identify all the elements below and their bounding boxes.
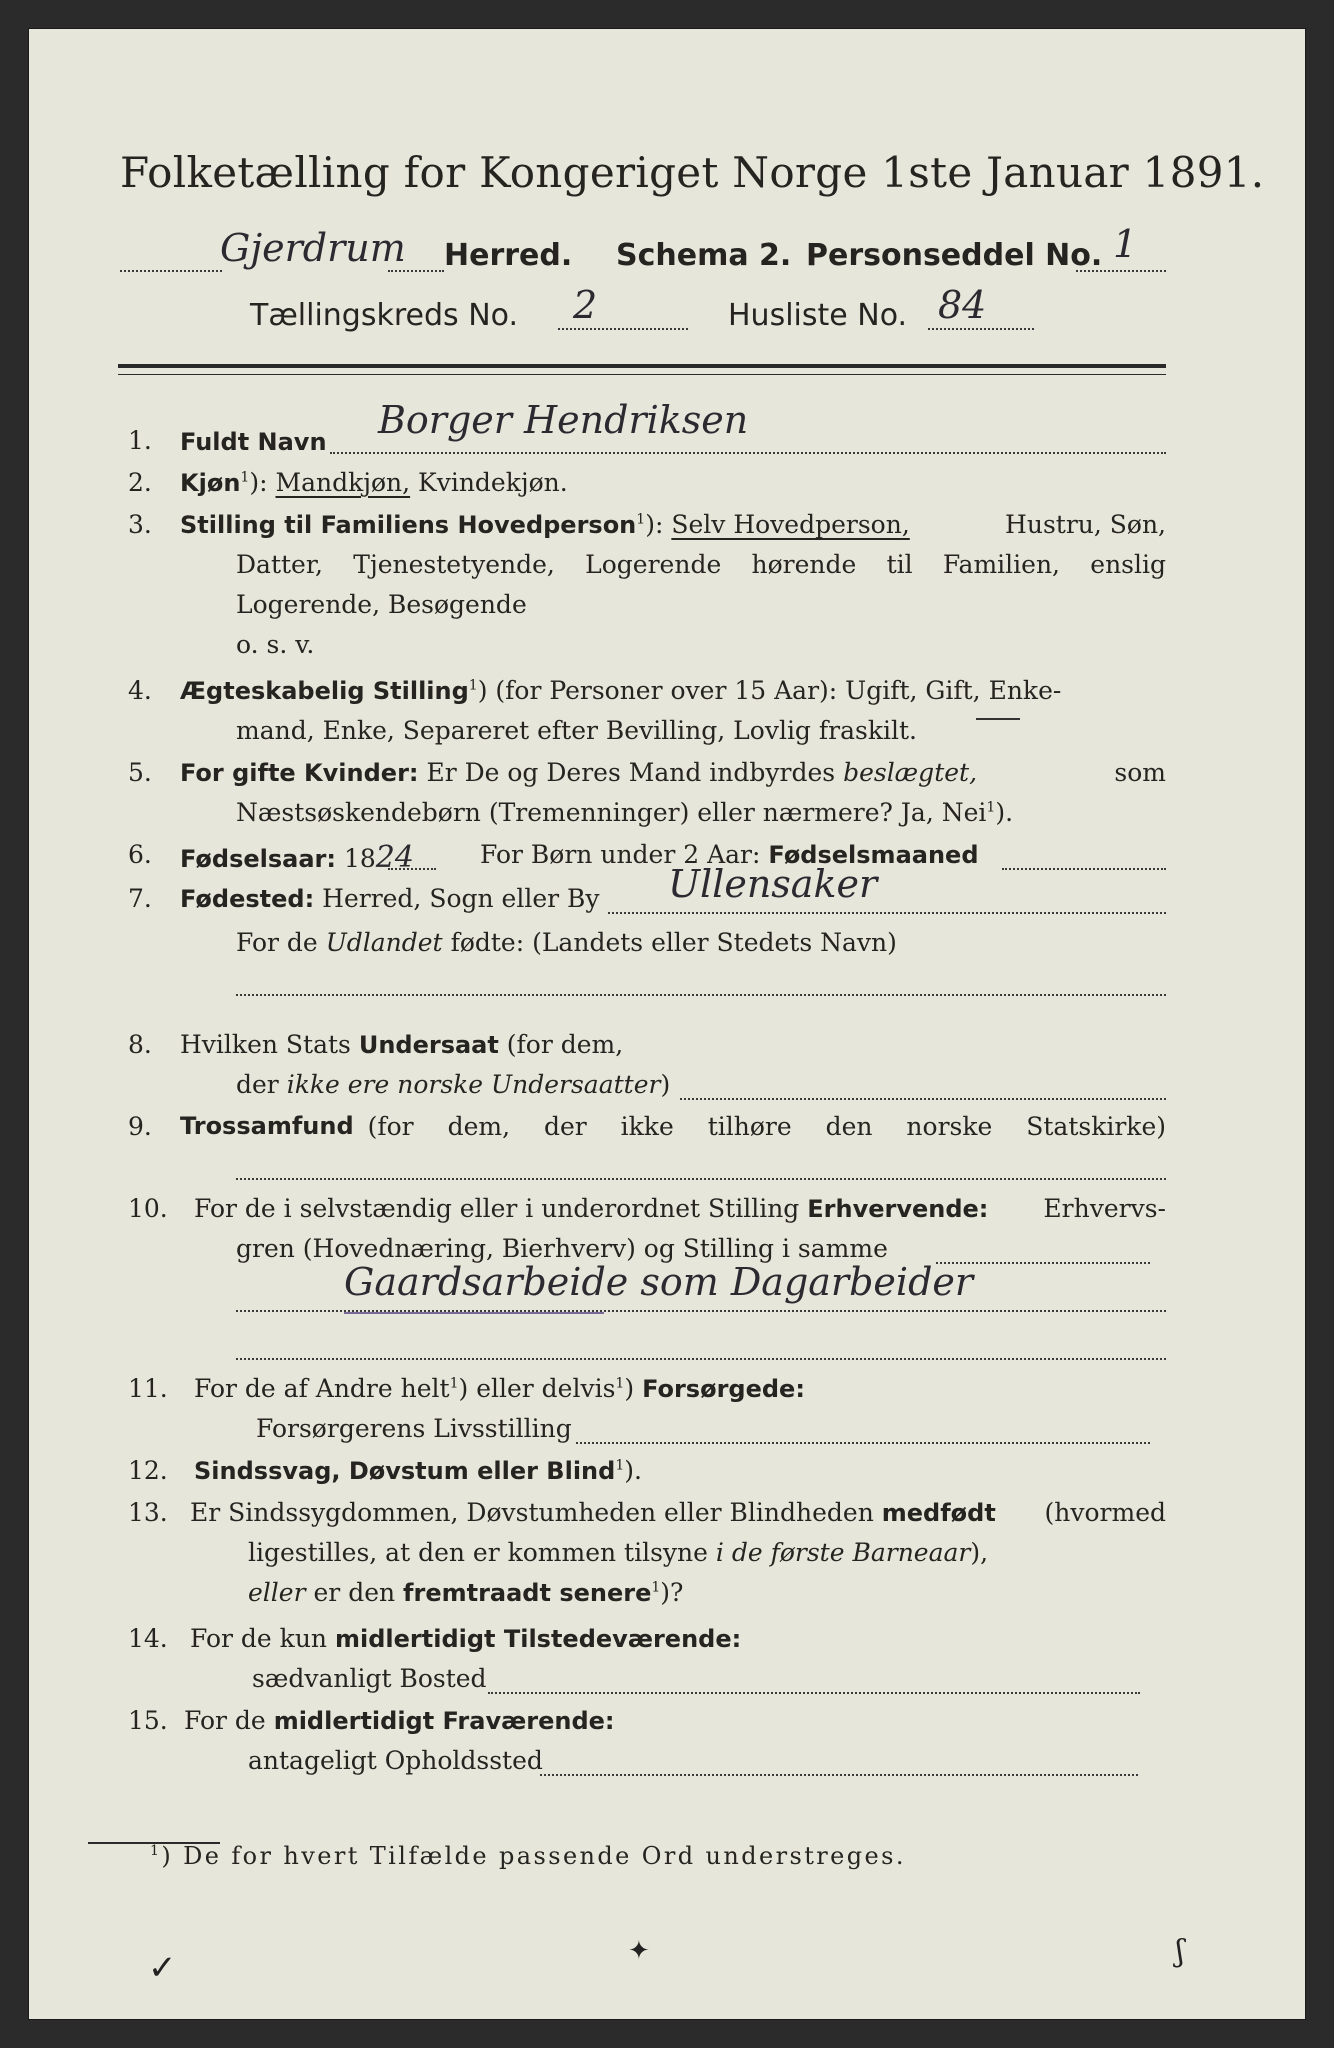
q15-line1: [184, 1706, 615, 1735]
stray-pen-mark-right: ʃ: [1176, 1934, 1185, 1969]
q13-line2-italic: i de første Barneaar: [715, 1538, 971, 1567]
q13-line2-b: ),: [970, 1538, 989, 1567]
q11-line2: Forsørgerens Livsstilling: [256, 1414, 572, 1443]
form-title: Folketælling for Kongeriget Norge 1ste Januar 1891.: [120, 148, 1265, 197]
q7-line2: [236, 928, 897, 957]
q2-option-female: Kvindekjøn.: [418, 468, 568, 497]
husliste-value: 84: [938, 283, 987, 327]
q2-option-male-selected: Mandkjøn,: [275, 468, 411, 497]
q10-number: 10.: [128, 1194, 168, 1223]
q13-sup: 1: [651, 1579, 661, 1596]
q4-sup: 1: [468, 677, 478, 694]
q15-line1-b: midlertidigt Fraværende:: [273, 1707, 615, 1735]
q2-line: [180, 468, 568, 497]
q10-dotline-3: [236, 1358, 1166, 1360]
footnote-sup: 1: [150, 1843, 162, 1859]
herred-dotline-2: [388, 270, 444, 272]
q8-line2-italic: ikke ere norske Undersaatter: [286, 1070, 661, 1099]
q8-number: 8.: [128, 1030, 152, 1059]
q13-line3-a: er den: [313, 1578, 396, 1607]
q2-label: Kjøn: [180, 469, 241, 497]
q8-line1-b: Undersaat: [358, 1031, 499, 1059]
stray-pen-mark-left: ✓: [148, 1948, 177, 1988]
q5-number: 5.: [128, 758, 152, 787]
kreds-value: 2: [573, 283, 598, 327]
q11-number: 11.: [128, 1374, 168, 1403]
q5-line1-a: Er De og Deres Mand indbyrdes: [426, 758, 836, 787]
q6-dotline-2: [1002, 868, 1166, 870]
q1-name-value: Borger Hendriksen: [378, 398, 749, 442]
q6-number: 6.: [128, 840, 152, 869]
q3-line1-rest: Hustru, Søn,: [1005, 510, 1166, 539]
q7-dotline-2: [236, 994, 1166, 996]
q8-line1-c: (for dem,: [506, 1030, 624, 1059]
q6-year-value: 24: [375, 840, 414, 875]
q3-option-selected: Selv Hovedperson,: [671, 510, 910, 539]
q3-sup: 1: [636, 511, 646, 528]
q12-label: Sindssvag, Døvstum eller Blind: [194, 1457, 616, 1485]
q5-line2-text: Næstsøskendebørn (Tremenninger) eller nærmere? Ja, Nei: [236, 798, 987, 827]
q2-number: 2.: [128, 468, 152, 497]
q14-dotline: [488, 1692, 1140, 1694]
q12-end: ).: [624, 1456, 642, 1485]
q9-number: 9.: [128, 1112, 152, 1141]
q11-sup2: 1: [615, 1375, 625, 1392]
q3-line3: Logerende, Besøgende: [236, 590, 527, 619]
q13-line1-a: Er Sindssygdommen, Døvstumheden eller Blindheden: [190, 1498, 874, 1527]
q7-line2-a: For de: [236, 928, 318, 957]
q14-line1-b: midlertidigt Tilstedeværende:: [334, 1625, 742, 1653]
q13-line3: [248, 1578, 683, 1607]
q6-rest-a: For Børn under 2 Aar:: [480, 840, 761, 869]
q11-line1-a: For de af Andre helt: [194, 1374, 450, 1403]
q12-sup: 1: [615, 1457, 625, 1474]
q9-rest: (for dem, der ikke tilhøre den norske Statskirke): [367, 1112, 1166, 1141]
q8-line2: [236, 1070, 670, 1099]
q5-line2: [236, 798, 1013, 827]
q7-line1: [180, 884, 600, 913]
husliste-label: Husliste No.: [728, 298, 908, 333]
q1-label: Fuldt Navn: [180, 428, 327, 456]
q14-line2: sædvanligt Bosted: [252, 1664, 487, 1693]
q13-line1-b: medfødt: [881, 1499, 996, 1527]
q14-line1: [190, 1624, 741, 1653]
q4-pen-mark: [976, 718, 1020, 720]
q10-line1: [194, 1194, 1166, 1223]
q11-sup1: 1: [449, 1375, 459, 1392]
stray-pen-mark-center: ✦: [628, 1936, 650, 1966]
q5-line1-b: som: [1114, 758, 1166, 787]
q6-dotline-1: [388, 868, 436, 870]
q5-line1-italic: beslægtet,: [843, 758, 978, 787]
q1-number: 1.: [128, 426, 152, 455]
q8-line2-b: ): [660, 1070, 671, 1099]
q15-line2: antageligt Opholdssted: [248, 1746, 543, 1775]
q9-dotline: [236, 1178, 1166, 1180]
q12-line: [194, 1456, 642, 1485]
q14-number: 14.: [128, 1624, 168, 1653]
q13-line2: [248, 1538, 988, 1567]
q8-line2-a: der: [236, 1070, 279, 1099]
header-rule-thin: [118, 374, 1166, 375]
q15-line1-a: For de: [184, 1706, 266, 1735]
q10-line1-c: Erhvervs-: [1043, 1194, 1166, 1223]
q11-dotline: [576, 1442, 1150, 1444]
q4-label: Ægteskabelig Stilling: [180, 677, 469, 705]
q6-line: [180, 840, 414, 875]
q8-line1: [180, 1030, 623, 1059]
q15-number: 15.: [128, 1706, 168, 1735]
herred-dotline: [120, 270, 222, 272]
q11-line1: [194, 1374, 805, 1403]
q7-line2-italic: Udlandet: [325, 928, 443, 957]
q12-number: 12.: [128, 1456, 168, 1485]
q4-line1: [180, 676, 1166, 705]
q15-dotline: [540, 1774, 1138, 1776]
q13-line1-c: (hvormed: [1044, 1498, 1166, 1527]
q13-line1: [190, 1498, 1166, 1527]
personseddel-dotline: [1076, 270, 1166, 272]
herred-label: Herred.: [444, 238, 573, 273]
q13-number: 13.: [128, 1498, 168, 1527]
q5-line2-end: ).: [995, 798, 1014, 827]
q9-line: [180, 1112, 1166, 1141]
q6-rest-b: Fødselsmaaned: [768, 841, 979, 869]
q8-line1-a: Hvilken Stats: [180, 1030, 351, 1059]
q10-underline-mark: [344, 1312, 604, 1314]
q4-line2: mand, Enke, Separeret efter Bevilling, Lovlig fraskilt.: [236, 716, 917, 745]
personseddel-label: Personseddel No.: [806, 238, 1103, 273]
q7-birthplace-value: Ullensaker: [668, 862, 878, 906]
q14-line1-a: For de kun: [190, 1624, 328, 1653]
q10-line2: gren (Hovednæring, Bierhverv) og Stilling i samme: [236, 1234, 888, 1263]
schema-label: Schema 2.: [616, 238, 792, 273]
q11-line1-b: ) eller delvis: [458, 1374, 616, 1403]
q7-label: Fødested:: [180, 885, 315, 913]
q13-line2-a: ligestilles, at den er kommen tilsyne: [248, 1538, 708, 1567]
q11-line1-c: ): [624, 1374, 635, 1403]
q3-line2: Datter, Tjenestetyende, Logerende hørende til Familien, enslig: [236, 550, 1166, 579]
q4-number: 4.: [128, 676, 152, 705]
q10-line1-b: Erhvervende:: [807, 1195, 989, 1223]
q7-rest: Herred, Sogn eller By: [322, 884, 600, 913]
q3-line1: [180, 510, 1166, 539]
q5-label: For gifte Kvinder:: [180, 759, 419, 787]
q13-line3-italic: eller: [248, 1578, 306, 1607]
q5-sup: 1: [986, 799, 996, 816]
census-form-sheet: [28, 28, 1306, 2020]
q2-colon: ):: [249, 468, 268, 497]
q10-occupation-value: Gaardsarbeide som Dagarbeider: [344, 1260, 974, 1304]
q3-line4: o. s. v.: [236, 630, 315, 659]
q8-dotline: [680, 1098, 1166, 1100]
footnote-text: ) De for hvert Tilfælde passende Ord understreges.: [161, 1842, 906, 1870]
q6-prefix: 18: [343, 844, 376, 873]
q4-line1-rest: ) (for Personer over 15 Aar): Ugift, Gift, Enke-: [477, 676, 1062, 705]
q2-sup: 1: [240, 469, 250, 486]
q1-dotline: [330, 452, 1166, 454]
q11-line1-d: Forsørgede:: [642, 1375, 805, 1403]
q3-number: 3.: [128, 510, 152, 539]
personseddel-value: 1: [1113, 222, 1138, 266]
q7-line2-b: fødte: (Landets eller Stedets Navn): [450, 928, 897, 957]
q7-number: 7.: [128, 884, 152, 913]
footnote: [150, 1842, 906, 1870]
q10-line1-a: For de i selvstændig eller i underordnet Stilling: [194, 1194, 800, 1223]
q3-label: Stilling til Familiens Hovedperson: [180, 511, 637, 539]
husliste-dotline: [928, 328, 1034, 330]
header-rule-thick: [118, 364, 1166, 368]
q5-line1: [180, 758, 1166, 787]
herred-value: Gjerdrum: [220, 226, 406, 270]
kreds-dotline: [558, 328, 688, 330]
q7-dotline: [608, 912, 1166, 914]
q6-label: Fødselsaar:: [180, 845, 336, 873]
q13-line3-b: fremtraadt senere: [403, 1579, 652, 1607]
q9-label: Trossamfund: [180, 1112, 354, 1140]
kreds-label: Tællingskreds No.: [250, 298, 518, 333]
q3-colon: ):: [645, 510, 664, 539]
q13-line3-end: )?: [660, 1578, 684, 1607]
